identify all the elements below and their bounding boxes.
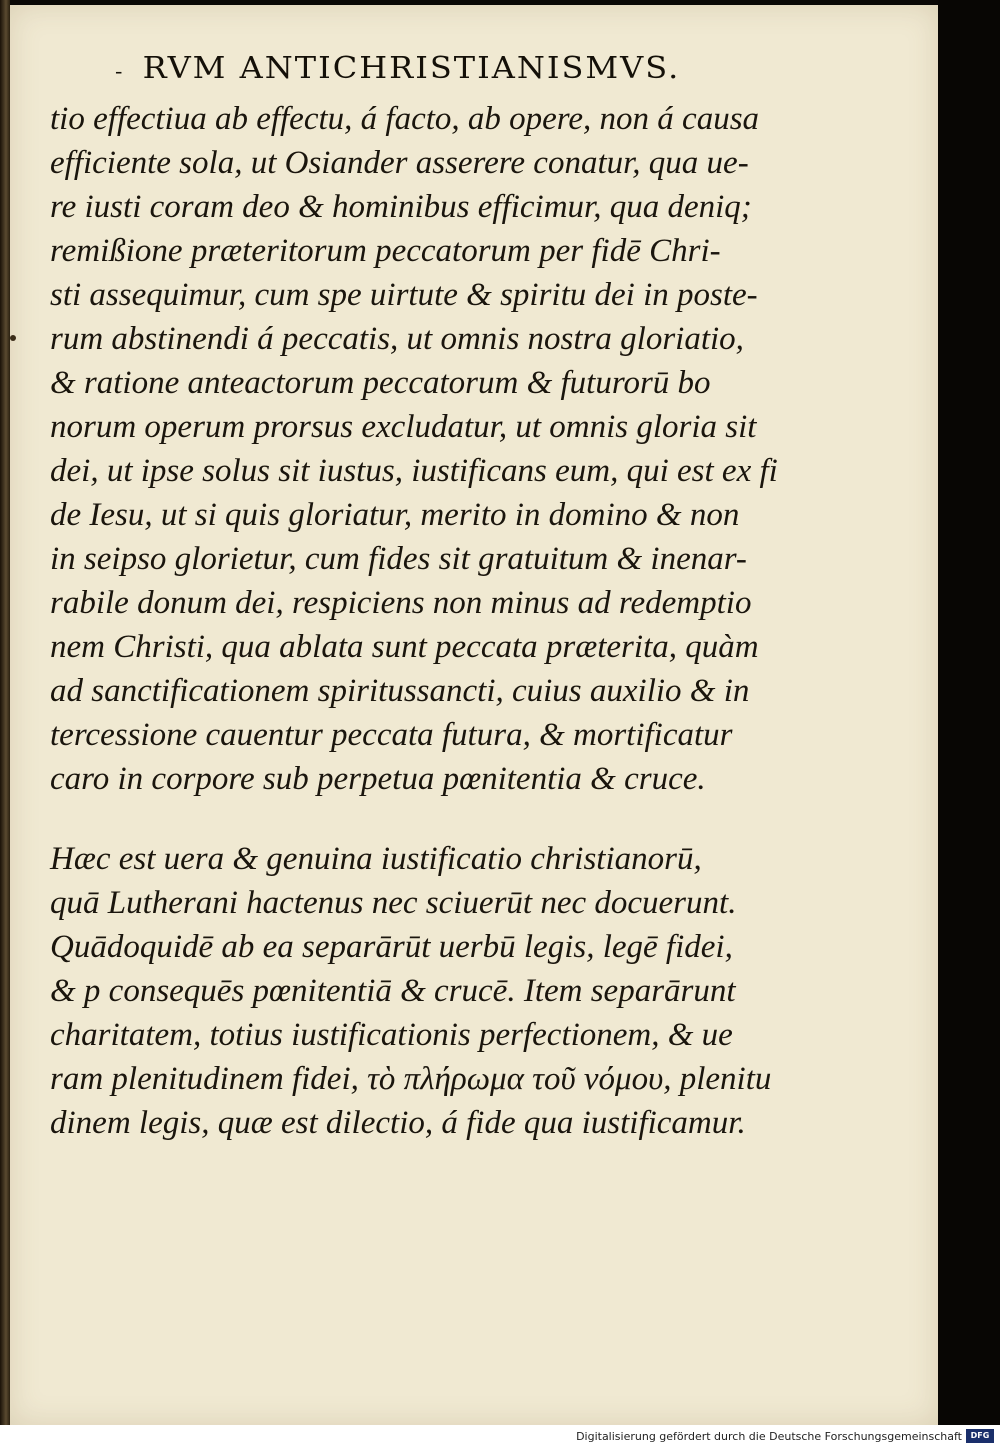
book-page	[10, 5, 938, 1425]
text-line: norum operum prorsus excludatur, ut omnis gloria sit	[50, 409, 757, 445]
text-line: quā Lutherani hactenus nec sciuerūt nec docuerunt.	[50, 885, 737, 921]
text-line: dinem legis, quæ est dilectio, á fide qua iustificamur.	[50, 1105, 746, 1141]
text-line: Hæc est uera & genuina iustificatio christianorū,	[50, 841, 702, 877]
text-line: caro in corpore sub perpetua pœnitentia & cruce.	[50, 761, 706, 797]
text-line: efficiente sola, ut Osiander asserere conatur, qua ue-	[50, 145, 749, 181]
text-line: & p consequēs pœnitentiā & crucē. Item separārunt	[50, 973, 736, 1009]
paragraph-2	[50, 837, 770, 1145]
scan-edge-left	[0, 0, 10, 1425]
text-line: tio effectiua ab effectu, á facto, ab opere, non á causa	[50, 101, 760, 137]
footer-credit: Digitalisierung gefördert durch die Deutsche Forschungsgemeinschaft	[576, 1430, 962, 1443]
text-line: ad sanctificationem spiritussancti, cuius auxilio & in	[50, 673, 750, 709]
text-line: Quādoquidē ab ea separārūt uerbū legis, legē fidei,	[50, 929, 733, 965]
text-line: tercessione cauentur peccata futura, & mortificatur	[50, 717, 733, 753]
text-line: nem Christi, qua ablata sunt peccata præterita, quàm	[50, 629, 759, 665]
text-line: rum abstinendi á peccatis, ut omnis nostra gloriatio,	[50, 321, 744, 357]
text-line: charitatem, totius iustificationis perfectionem, & ue	[50, 1017, 733, 1053]
text-line: dei, ut ipse solus sit iustus, iustificans eum, qui est ex fi	[50, 453, 778, 489]
text-line: re iusti coram deo & hominibus efficimur, qua deniq;	[50, 189, 752, 225]
running-head	[115, 51, 715, 86]
text-line: rabile donum dei, respiciens non minus ad redemptio	[50, 585, 752, 621]
footer-bar	[0, 1425, 1000, 1448]
text-line: remißione præteritorum peccatorum per fidē Chri-	[50, 233, 721, 269]
running-head-title: RVM ANTICHRISTIANISMVS.	[142, 50, 681, 86]
paragraph-1	[50, 97, 778, 801]
dfg-logo: DFG	[966, 1429, 994, 1443]
scan-background-right	[938, 0, 1000, 1425]
text-line: in seipso glorietur, cum fides sit gratuitum & inenar-	[50, 541, 747, 577]
text-line: ram plenitudinem fidei, τὸ πλήρωμα τοῦ νόμου, plenitu	[50, 1061, 772, 1097]
running-head-dash: -	[115, 60, 125, 84]
text-line: de Iesu, ut si quis gloriatur, merito in domino & non	[50, 497, 740, 533]
text-line: & ratione anteactorum peccatorum & futurorū bo	[50, 365, 711, 401]
margin-mark	[10, 335, 16, 341]
text-line: sti assequimur, cum spe uirtute & spiritu dei in poste-	[50, 277, 758, 313]
